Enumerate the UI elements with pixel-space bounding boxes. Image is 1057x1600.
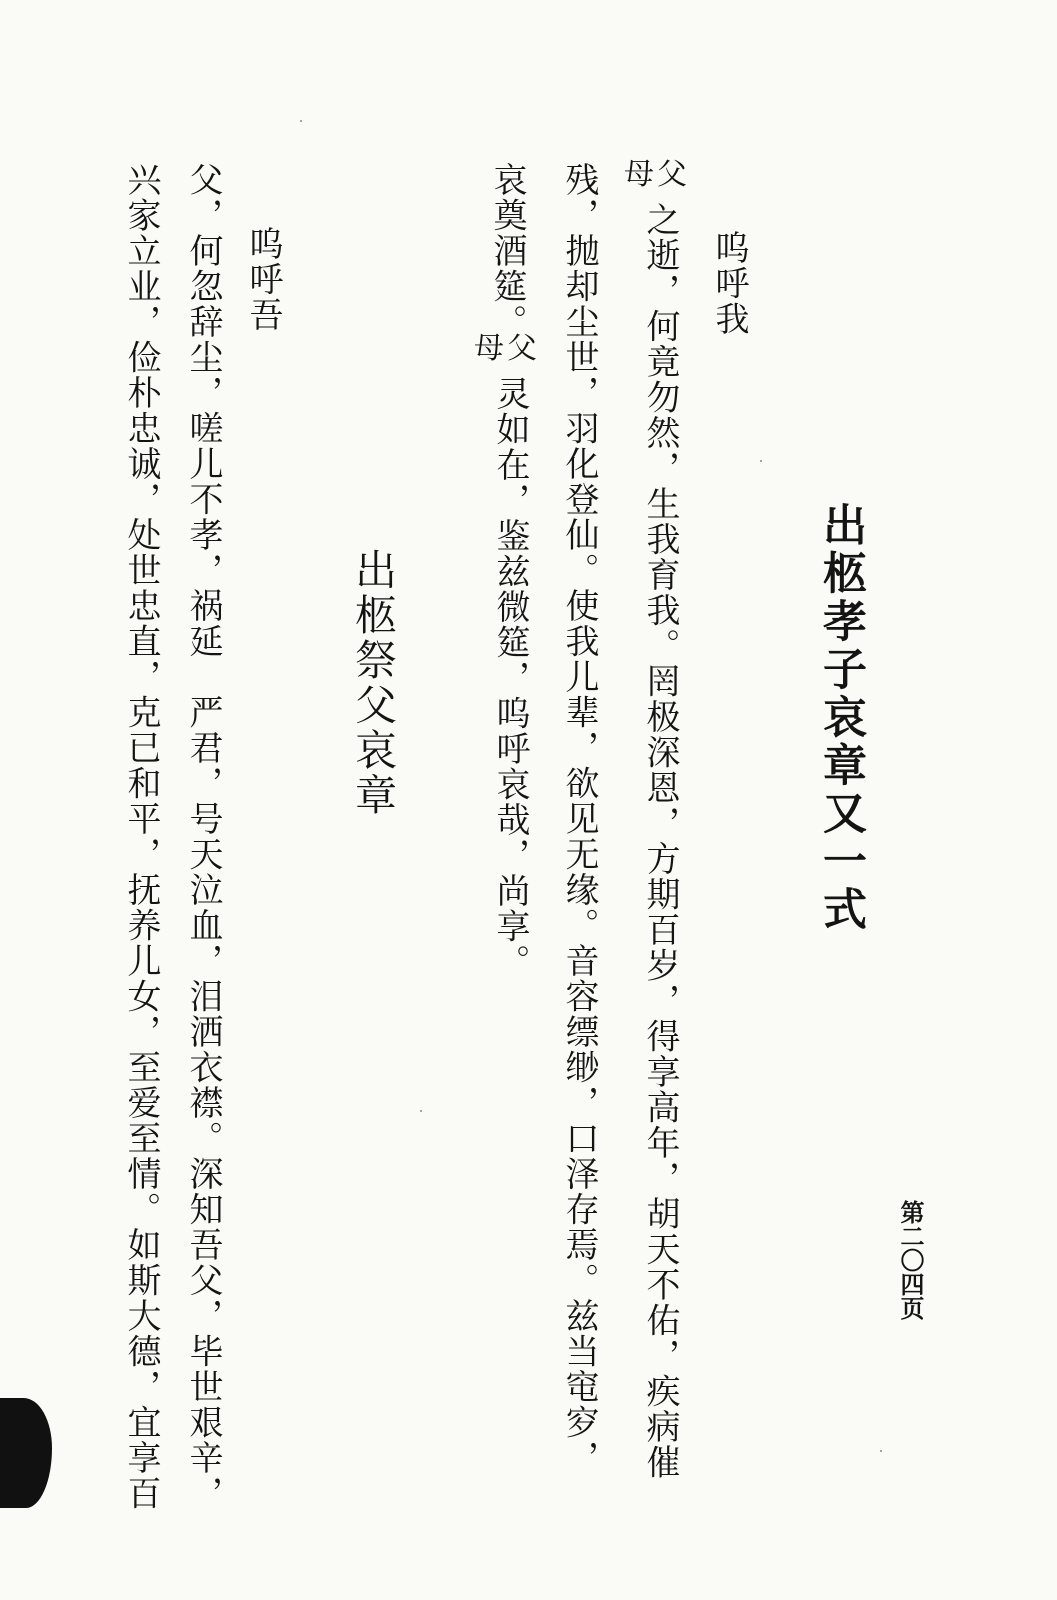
section1-col3-text-after: 灵如在，鉴兹微筵，呜呼哀哉，尚享。 <box>490 376 530 980</box>
stack-right: 父 <box>657 157 690 192</box>
paper-speck <box>300 120 302 122</box>
page-number: 第二〇四页 <box>896 1200 924 1320</box>
section1-col1-text: 之逝，何竟勿然，生我育我。罔极深恩，方期百岁，得享高年，胡天不佑，疾病催 <box>640 202 680 1480</box>
stack-left: 母 <box>474 331 507 366</box>
parent-stack <box>624 157 696 200</box>
section1-title: 出柩孝子哀章又一式 <box>815 502 866 934</box>
section2-title: 出柩祭父哀章 <box>349 548 398 818</box>
section1-column-2: 残，抛却尘世，羽化登仙。使我儿辈，欲见无缘。音容缥缈，口泽存焉。兹当窀穸， <box>559 162 599 1476</box>
ink-blot <box>0 1398 52 1508</box>
stack-right: 父 <box>507 331 540 366</box>
stack-left: 母 <box>624 157 657 192</box>
section2-invocation: 呜呼吾 <box>243 226 283 333</box>
section1-col3-text: 哀奠酒筵。 <box>487 162 527 340</box>
section1-invocation: 呜呼我 <box>709 230 749 337</box>
section1-column-1 <box>624 157 696 1480</box>
paper-speck <box>880 1450 882 1452</box>
section2-column-1: 父，何忽辞尘，嗟儿不孝，祸延 严君，号天泣血，泪洒衣襟。深知吾父，毕世艰辛， <box>183 162 223 1511</box>
section1-column-3 <box>487 162 527 340</box>
paper-speck <box>760 460 762 462</box>
parent-stack <box>474 331 546 374</box>
section1-column-3b <box>474 331 546 980</box>
section2-column-2: 兴家立业，俭朴忠诚，处世忠直，克已和平，抚养儿女，至爱至情。如斯大德，宜享百 <box>121 162 161 1511</box>
paper-speck <box>420 1110 422 1112</box>
